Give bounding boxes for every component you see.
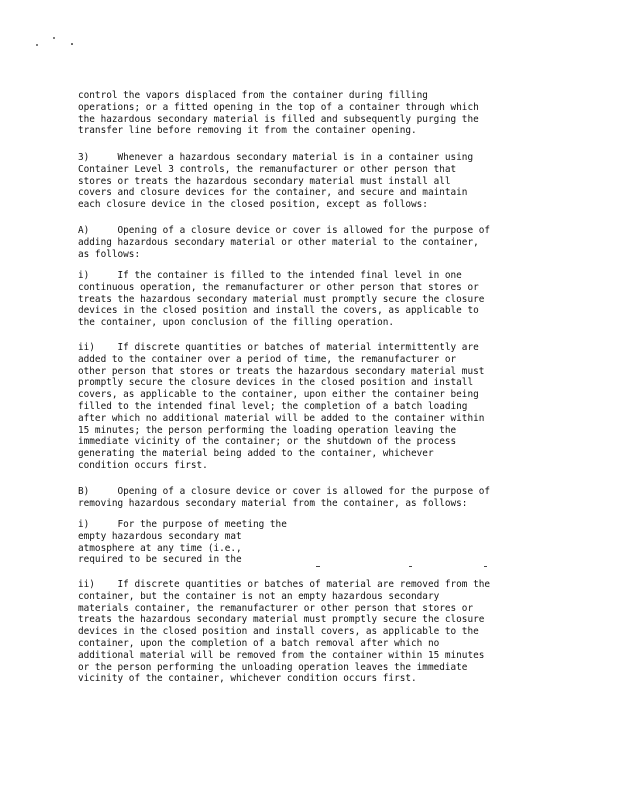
text-line: treats the hazardous secondary material must promptly secure the closure [78,614,485,626]
text-line: 15 minutes; the person performing the loading operation leaving the [78,424,457,436]
text-line: condition occurs first. [78,459,208,471]
text-line: immediate vicinity of the container; or the shutdown of the process [78,436,457,448]
text-line: or the person performing the unloading operation leaves the immediate [78,661,468,673]
text-line: continuous operation, the remanufacturer or other person that stores or [78,281,479,293]
paragraph-b [78,486,548,510]
text-line: added to the container over a period of time, the remanufacturer or [78,353,457,365]
text-line: adding hazardous secondary material or other material to the container, [78,236,479,248]
text-line: covers, as applicable to the container, upon either the container being [78,389,479,401]
text-line: ii) If discrete quantities or batches of material are removed from the [78,579,491,590]
text-line: i) If the container is filled to the intended final level in one [78,270,462,281]
paragraph-a-i [78,270,548,329]
text-line: the container, upon conclusion of the filling operation. [78,317,395,329]
text-line: container, but the container is not an empty hazardous secondary [78,590,440,602]
text-line: container, upon the completion of a batch removal after which no [78,637,440,649]
text-line: each closure device in the closed position, except as follows: [78,199,428,211]
text-line: ii) If discrete quantities or batches of material intermittently are [78,342,479,353]
text-line: other person that stores or treats the hazardous secondary material must [78,365,485,377]
text-line: generating the material being added to the container, whichever [78,448,434,460]
text-line: filled to the intended final level; the completion of a batch loading [78,400,468,412]
text-line: transfer line before removing it from the container opening. [78,125,417,137]
text-line: promptly secure the closure devices in the closed position and install [78,377,474,389]
text-line: devices in the closed position and install covers, as applicable to the [78,626,479,638]
text-line: after which no additional material will be added to the container within [78,412,485,424]
paragraph-a-ii [78,342,548,472]
text-line: treats the hazardous secondary material must promptly secure the closure [78,293,485,305]
text-line: the hazardous secondary material is filled and subsequently purging the [78,113,479,125]
text-line: atmosphere at any time (i.e., [78,542,242,554]
scan-artifact-mark [316,566,320,567]
text-line: as follows: [78,248,141,260]
text-line: A) Opening of a closure device or cover is allowed for the purpose of [78,225,491,236]
paragraph-continuation [78,90,548,137]
text-line: required to be secured in the [78,554,242,566]
scan-artifact-mark [484,566,487,567]
text-line: covers and closure devices for the container, and secure and maintain [78,187,468,199]
paragraph-a [78,225,548,260]
paragraph-b-ii [78,579,548,685]
text-line: empty hazardous secondary mat [78,530,242,542]
text-line: additional material will be removed from the container within 15 minutes [78,649,485,661]
scan-speck [53,37,55,39]
text-line: B) Opening of a closure device or cover is allowed for the purpose of [78,486,491,497]
text-line: devices in the closed position and install the covers, as applicable to [78,305,479,317]
text-line: i) For the purpose of meeting the [78,519,287,530]
text-line: stores or treats the hazardous secondary material must install all [78,175,451,187]
scan-speck [71,43,73,45]
text-line: Container Level 3 controls, the remanufacturer or other person that [78,163,457,175]
scan-artifact-mark [409,566,412,567]
scan-speck [36,44,38,46]
text-line: operations; or a fitted opening in the top of a container through which [78,101,479,113]
text-line: removing hazardous secondary material from the container, as follows: [78,497,468,509]
text-line: control the vapors displaced from the container during filling [78,90,428,101]
text-line: vicinity of the container, whichever condition occurs first. [78,673,417,685]
paragraph-3 [78,152,548,211]
text-line: materials container, the remanufacturer or other person that stores or [78,602,474,614]
text-line: 3) Whenever a hazardous secondary material is in a container using [78,152,474,163]
paragraph-b-i [78,519,548,566]
